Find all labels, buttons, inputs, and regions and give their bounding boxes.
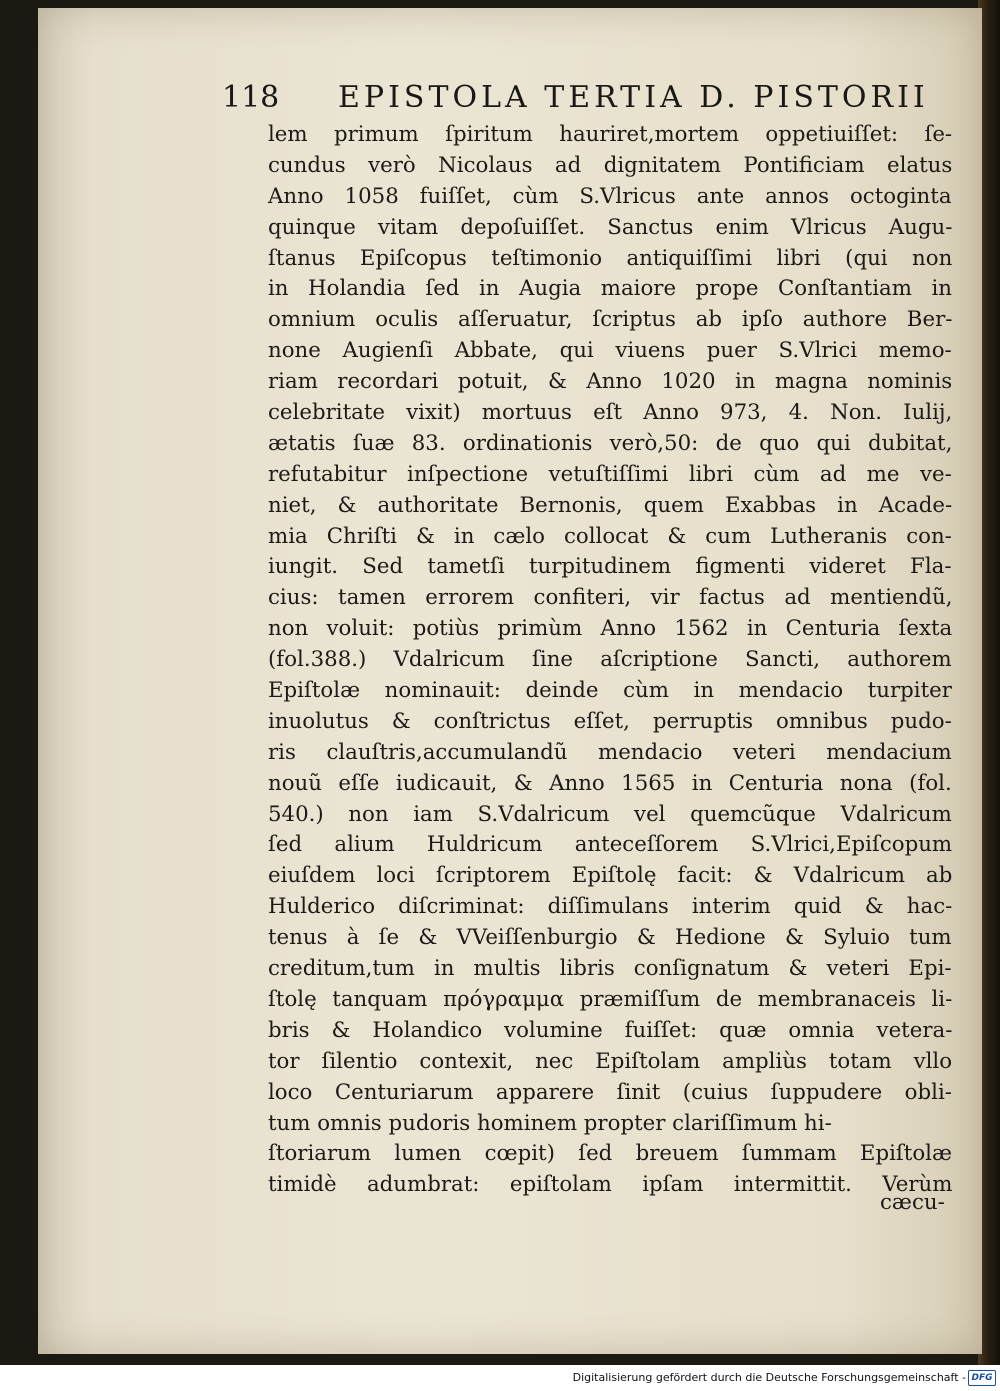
catchword: cæcu- (880, 1190, 945, 1215)
text-line: ſed alium Huldricum anteceſſorem S.Vlrici,Epiſcopum (268, 832, 953, 858)
text-line: quinque vitam depoſuiſſet. Sanctus enim Vlricus Augu- (268, 214, 953, 240)
body-text (268, 120, 952, 1201)
text-line: (fol.388.) Vdalricum ſine aſcriptione Sancti, authorem (268, 647, 952, 673)
text-line: ris clauſtris,accumulandũ mendacio veteri mendacium (268, 739, 952, 765)
text-line: Hulderico diſcriminat: diſſimulans interim quid & hac- (268, 894, 953, 920)
text-line: non voluit: potiùs primùm Anno 1562 in Centuria ſexta (268, 616, 953, 642)
text-line: ſtanus Epiſcopus teſtimonio antiquiſſimi libri (qui non (268, 245, 953, 271)
running-head-title: EPISTOLA TERTIA D. PISTORII (338, 80, 929, 115)
text-line: refutabitur inſpectione vetuſtiſſimi libri cùm ad me ve- (268, 461, 952, 487)
text-line: iungit. Sed tametſi turpitudinem figmenti videret Fla- (268, 554, 952, 580)
text-line: creditum,tum in multis libris conſignatum & veteri Epi- (268, 956, 952, 982)
text-line: cundus verò Nicolaus ad dignitatem Pontificiam elatus (268, 152, 953, 178)
text-line: lem primum ſpiritum hauriret,mortem oppetiuiſſet: ſe- (268, 122, 953, 147)
dfg-logo: DFG (968, 1370, 996, 1386)
text-line: bris & Holandico volumine fuiſſet: quæ omnia vetera- (268, 1017, 953, 1043)
text-line: celebritate vixit) mortuus eſt Anno 973, 4. Non. Iulij, (268, 400, 953, 426)
text-line: nouũ eſſe iudicauit, & Anno 1565 in Centuria nona (fol. (268, 770, 952, 796)
text-line: omnium oculis aſſeruatur, ſcriptus ab ipſo authore Ber- (268, 307, 953, 333)
text-line: cius: tamen errorem confiteri, vir factus ad mentiendũ, (268, 585, 953, 611)
text-line: inuolutus & conſtrictus eſſet, perruptis omnibus pudo- (268, 708, 952, 734)
text-line: tenus à ſe & VVeiſſenburgio & Hedione & Syluio tum (268, 925, 952, 951)
text-line: Epiſtolæ nominauit: deinde cùm in mendacio turpiter (268, 678, 952, 704)
text-line: tum omnis pudoris hominem propter clariſſimum hi- (268, 1110, 832, 1136)
text-line: tor ſilentio contexit, nec Epiſtolam ampliùs totam vllo (268, 1048, 953, 1074)
text-line: niet, & authoritate Bernonis, quem Exabbas in Acade- (268, 492, 953, 518)
text-line: timidè adumbrat: epiſtolam ipſam intermittit. Verùm (268, 1172, 953, 1198)
text-line: 540.) non iam S.Vdalricum vel quemcũque Vdalricum (268, 801, 952, 827)
text-line: loco Centuriarum apparere ſinit (cuius ſuppudere obli- (268, 1079, 952, 1105)
text-line: Anno 1058 fuiſſet, cùm S.Vlricus ante annos octoginta (268, 183, 952, 209)
footer-bar (0, 1365, 1000, 1391)
text-line: in Holandia ſed in Augia maiore prope Conſtantiam in (268, 276, 952, 302)
text-line: ætatis ſuæ 83. ordinationis verò,50: de quo qui dubitat, (268, 430, 953, 456)
text-line: none Augienſi Abbate, qui viuens puer S.Vlrici memo- (268, 338, 952, 364)
funding-credit: Digitalisierung gefördert durch die Deutsche Forschungsgemeinschaft - (572, 1371, 966, 1384)
text-line: mia Chriſti & in cælo collocat & cum Lutheranis con- (268, 523, 952, 549)
page-number: 118 (222, 80, 280, 115)
text-line: riam recordari potuit, & Anno 1020 in magna nominis (268, 369, 953, 395)
text-line: ſtoriarum lumen cœpit) ſed breuem ſummam Epiſtolæ (268, 1141, 953, 1167)
text-line: eiuſdem loci ſcriptorem Epiſtolę facit: & Vdalricum ab (268, 863, 953, 889)
text-line: ſtolę tanquam πρόγραμμα præmiſſum de membranaceis li- (268, 986, 953, 1012)
